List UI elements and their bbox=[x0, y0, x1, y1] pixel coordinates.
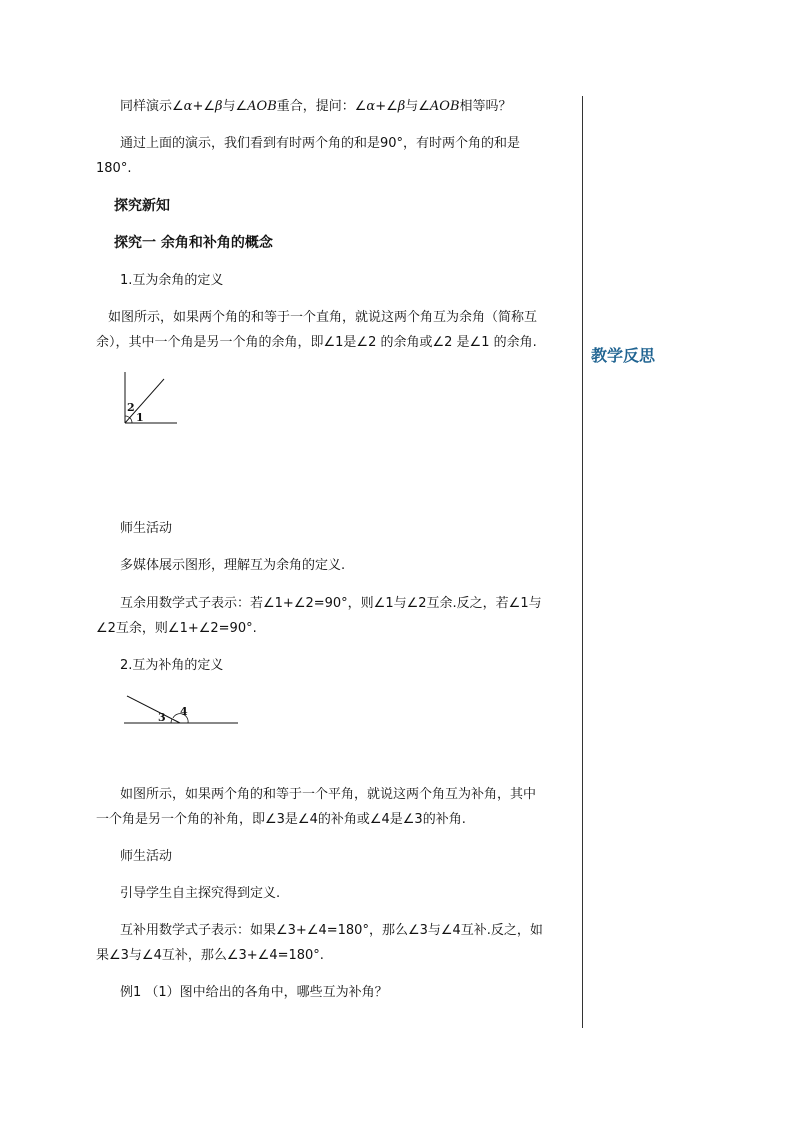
angle-label-3: 3 bbox=[158, 711, 166, 724]
paragraph-line: 通过上面的演示，我们看到有时两个角的和是90°，有时两个角的和是 bbox=[120, 136, 521, 151]
paragraph-line: 余），其中一个角是另一个角的余角，即∠1是∠2 的余角或∠2 是∠1 的余角. bbox=[96, 335, 537, 350]
activity-heading: 师生活动 bbox=[120, 521, 173, 536]
column-divider bbox=[582, 96, 583, 1028]
alpha-symbol: α bbox=[366, 99, 376, 114]
text: 同样演示∠ bbox=[120, 99, 184, 114]
beta-symbol: β bbox=[214, 99, 223, 114]
angle-label-1: 1 bbox=[136, 411, 144, 424]
angle-label-2: 2 bbox=[127, 401, 135, 414]
paragraph-line: 引导学生自主探究得到定义. bbox=[120, 886, 281, 901]
text: +∠ bbox=[375, 99, 398, 114]
paragraph-line: 180°. bbox=[96, 161, 132, 176]
angle-label-4: 4 bbox=[180, 705, 188, 718]
paragraph-line: 多媒体展示图形，理解互为余角的定义. bbox=[120, 558, 346, 573]
aob-symbol: AOB bbox=[247, 99, 277, 114]
text: 与∠ bbox=[222, 99, 248, 114]
definition-title: 2.互为补角的定义 bbox=[120, 658, 224, 673]
paragraph-line: 如图所示，如果两个角的和等于一个直角，就说这两个角互为余角（简称互 bbox=[108, 310, 538, 325]
paragraph-line: ∠2互余，则∠1+∠2=90°. bbox=[96, 621, 257, 636]
demo-question bbox=[120, 99, 512, 115]
text: 与∠ bbox=[405, 99, 430, 114]
aob-symbol: AOB bbox=[429, 99, 460, 114]
supplementary-angle-figure bbox=[120, 690, 242, 730]
paragraph-line: 一个角是另一个角的补角，即∠3是∠4的补角或∠4是∠3的补角. bbox=[96, 812, 466, 827]
text: 相等吗？ bbox=[459, 99, 512, 114]
activity-heading: 师生活动 bbox=[120, 849, 173, 864]
paragraph-line: 互补用数学式子表示：如果∠3+∠4=180°，那么∠3与∠4互补.反之，如 bbox=[120, 923, 543, 938]
paragraph-line: 果∠3与∠4互补，那么∠3+∠4=180°. bbox=[96, 948, 324, 963]
definition-title: 1.互为余角的定义 bbox=[120, 273, 224, 288]
section-heading: 探究新知 bbox=[114, 198, 170, 214]
reflection-title: 教学反思 bbox=[591, 346, 656, 365]
paragraph-line: 如图所示，如果两个角的和等于一个平角，就说这两个角互为补角，其中 bbox=[120, 787, 537, 802]
subsection-heading: 探究一 余角和补角的概念 bbox=[114, 235, 273, 251]
text: +∠ bbox=[192, 99, 215, 114]
paragraph-line: 互余用数学式子表示：若∠1+∠2=90°，则∠1与∠2互余.反之，若∠1与 bbox=[120, 596, 542, 611]
text: 重合，提问：∠ bbox=[276, 99, 367, 114]
complementary-angle-figure bbox=[120, 370, 180, 426]
beta-symbol: β bbox=[397, 99, 406, 114]
alpha-symbol: α bbox=[183, 99, 193, 114]
example-question: 例1 （1）图中给出的各角中，哪些互为补角？ bbox=[120, 985, 388, 1000]
